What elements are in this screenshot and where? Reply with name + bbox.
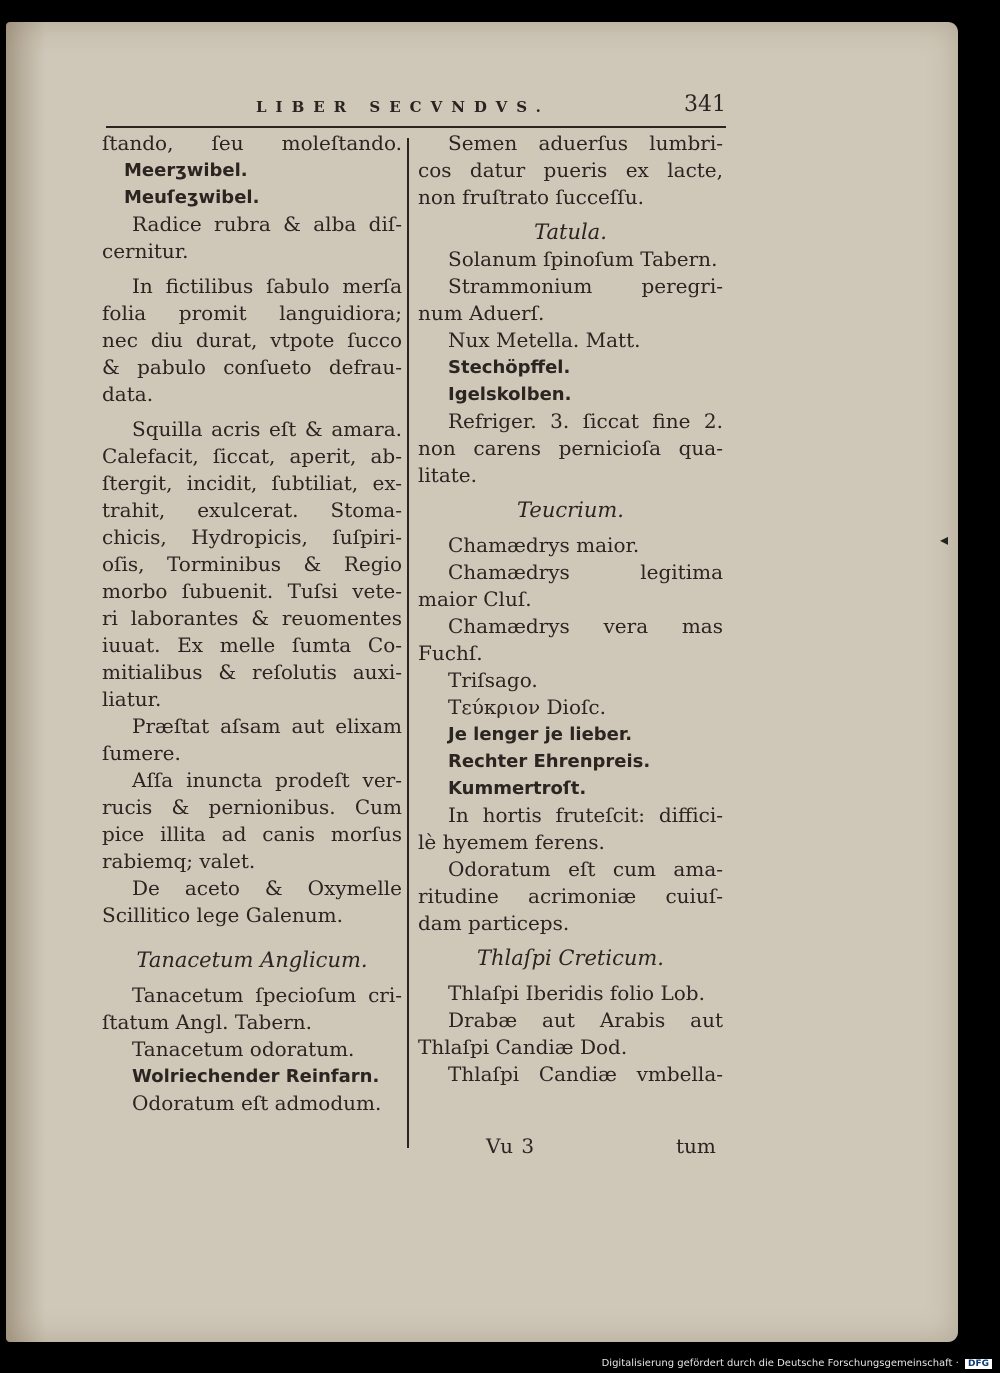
section-heading: Tatula. xyxy=(534,220,607,244)
text-line: litate. xyxy=(418,463,477,487)
text-line: Nux Metella. Matt. xyxy=(448,328,641,352)
text-line: cos datur pueris ex lacte, xyxy=(418,158,723,182)
text-line: Stechöpffel. xyxy=(448,357,571,378)
spacer xyxy=(102,265,402,273)
catchword: tum xyxy=(676,1134,716,1158)
spacer xyxy=(418,489,723,497)
text-line: In hortis fruteſcit: diffici- xyxy=(448,803,723,827)
text-line: dam particeps. xyxy=(418,911,570,935)
spacer xyxy=(418,972,723,980)
credit-text: Digitalisierung gefördert durch die Deutsche Forschungsgemeinschaft · xyxy=(601,1358,959,1369)
text-line: Meerʒwibel. xyxy=(124,160,248,181)
text-line: Triſsago. xyxy=(448,668,538,692)
text-line: Chamædrys maior. xyxy=(448,533,640,557)
text-line: ſtando, ſeu moleſtando. xyxy=(102,131,402,155)
text-line: Scillitico lege Galenum. xyxy=(102,903,343,927)
text-line: Odoratum eſt cum ama- xyxy=(448,857,723,881)
text-line: num Aduerſ. xyxy=(418,301,545,325)
text-line: Radice rubra & alba diſ- xyxy=(132,212,402,236)
text-line: Solanum ſpinoſum Tabern. xyxy=(448,247,718,271)
header-rule xyxy=(106,126,726,128)
text-line: ſumere. xyxy=(102,741,181,765)
text-line: mitialibus & reſolutis auxi- xyxy=(102,660,402,684)
text-line: Aſſa inuncta prodeſt ver- xyxy=(132,768,402,792)
section-heading: Thlaſpi Creticum. xyxy=(477,946,664,970)
text-line: morbo ſubuenit. Tuſsi vete- xyxy=(102,579,402,603)
text-line: maior Cluſ. xyxy=(418,587,532,611)
signature-mark: Vu 3 xyxy=(486,1134,536,1158)
right-column xyxy=(418,130,723,1088)
text-line: Tanacetum ſpecioſum cri- xyxy=(132,983,402,1007)
text-line: Igelskolben. xyxy=(448,384,572,405)
text-line: pice illita ad canis morſus xyxy=(102,822,402,846)
page-number: 341 xyxy=(684,92,726,117)
text-line: Tanacetum odoratum. xyxy=(132,1037,355,1061)
text-line: data. xyxy=(102,382,154,406)
text-line: Refriger. 3. ſiccat fine 2. xyxy=(448,409,723,433)
text-line: oſis, Torminibus & Regio xyxy=(102,552,402,576)
left-column xyxy=(102,130,402,1117)
text-line: rabiemq; valet. xyxy=(102,849,256,873)
text-line: cernitur. xyxy=(102,239,189,263)
text-line: rucis & pernionibus. Cum xyxy=(102,795,402,819)
digitization-credit xyxy=(602,1358,992,1369)
text-line: & pabulo conſueto defrau- xyxy=(102,355,402,379)
spacer xyxy=(418,524,723,532)
text-line: liatur. xyxy=(102,687,162,711)
text-line: Meuſeʒwibel. xyxy=(124,187,260,208)
spacer xyxy=(418,211,723,219)
text-line: Præſtat aſsam aut elixam xyxy=(132,714,402,738)
text-line: Semen aduerſus lumbri- xyxy=(448,131,723,155)
text-line: Chamædrys vera mas xyxy=(448,614,723,638)
text-line: Rechter Ehrenpreis. xyxy=(448,751,651,772)
book-page xyxy=(6,22,958,1342)
text-line: Kummertroſt. xyxy=(448,778,587,799)
text-line: Fuchſ. xyxy=(418,641,483,665)
text-line: trahit, exulcerat. Stoma- xyxy=(102,498,402,522)
text-line: Drabæ aut Arabis aut xyxy=(448,1008,723,1032)
section-heading: Teucrium. xyxy=(517,498,624,522)
text-line: Odoratum eſt admodum. xyxy=(132,1091,382,1115)
text-line: chicis, Hydropicis, ſuſpiri- xyxy=(102,525,402,549)
margin-mark: ◂ xyxy=(940,530,949,549)
text-line: lè hyemem ferens. xyxy=(418,830,605,854)
spacer xyxy=(102,974,402,982)
text-line: folia promit languidiora; xyxy=(102,301,402,325)
running-title: LIBER SECVNDVS. xyxy=(256,98,550,116)
spacer xyxy=(102,929,402,947)
text-line: nec diu durat, vtpote ſucco xyxy=(102,328,402,352)
text-line: ſtergit, incidit, ſubtiliat, ex- xyxy=(102,471,402,495)
text-line: Chamædrys legitima xyxy=(448,560,723,584)
text-line: ri laborantes & reuomentes xyxy=(102,606,402,630)
spacer xyxy=(418,937,723,945)
text-line: ritudine acrimoniæ cuiuſ- xyxy=(418,884,723,908)
text-line: Thlaſpi Candiæ vmbella- xyxy=(448,1062,723,1086)
text-line: Wolriechender Reinfarn. xyxy=(132,1066,380,1087)
dfg-logo-icon: DFG xyxy=(965,1359,992,1369)
page-header xyxy=(256,90,726,124)
column-divider xyxy=(407,138,409,1148)
text-line: Strammonium peregri- xyxy=(448,274,723,298)
text-line: Τεύκριον Dioſc. xyxy=(448,695,606,719)
text-line: Calefacit, ſiccat, aperit, ab- xyxy=(102,444,402,468)
text-line: non carens pernicioſa qua- xyxy=(418,436,723,460)
spacer xyxy=(102,408,402,416)
text-line: non fruſtrato ſucceſſu. xyxy=(418,185,644,209)
text-line: In fictilibus ſabulo merſa xyxy=(132,274,402,298)
section-heading: Tanacetum Anglicum. xyxy=(136,948,368,972)
text-line: Squilla acris eſt & amara. xyxy=(132,417,402,441)
text-line: iuuat. Ex melle ſumta Co- xyxy=(102,633,402,657)
text-line: Thlaſpi Iberidis folio Lob. xyxy=(448,981,705,1005)
text-line: Je lenger je lieber. xyxy=(448,724,633,745)
text-line: Thlaſpi Candiæ Dod. xyxy=(418,1035,628,1059)
text-line: De aceto & Oxymelle xyxy=(132,876,402,900)
text-line: ſtatum Angl. Tabern. xyxy=(102,1010,312,1034)
